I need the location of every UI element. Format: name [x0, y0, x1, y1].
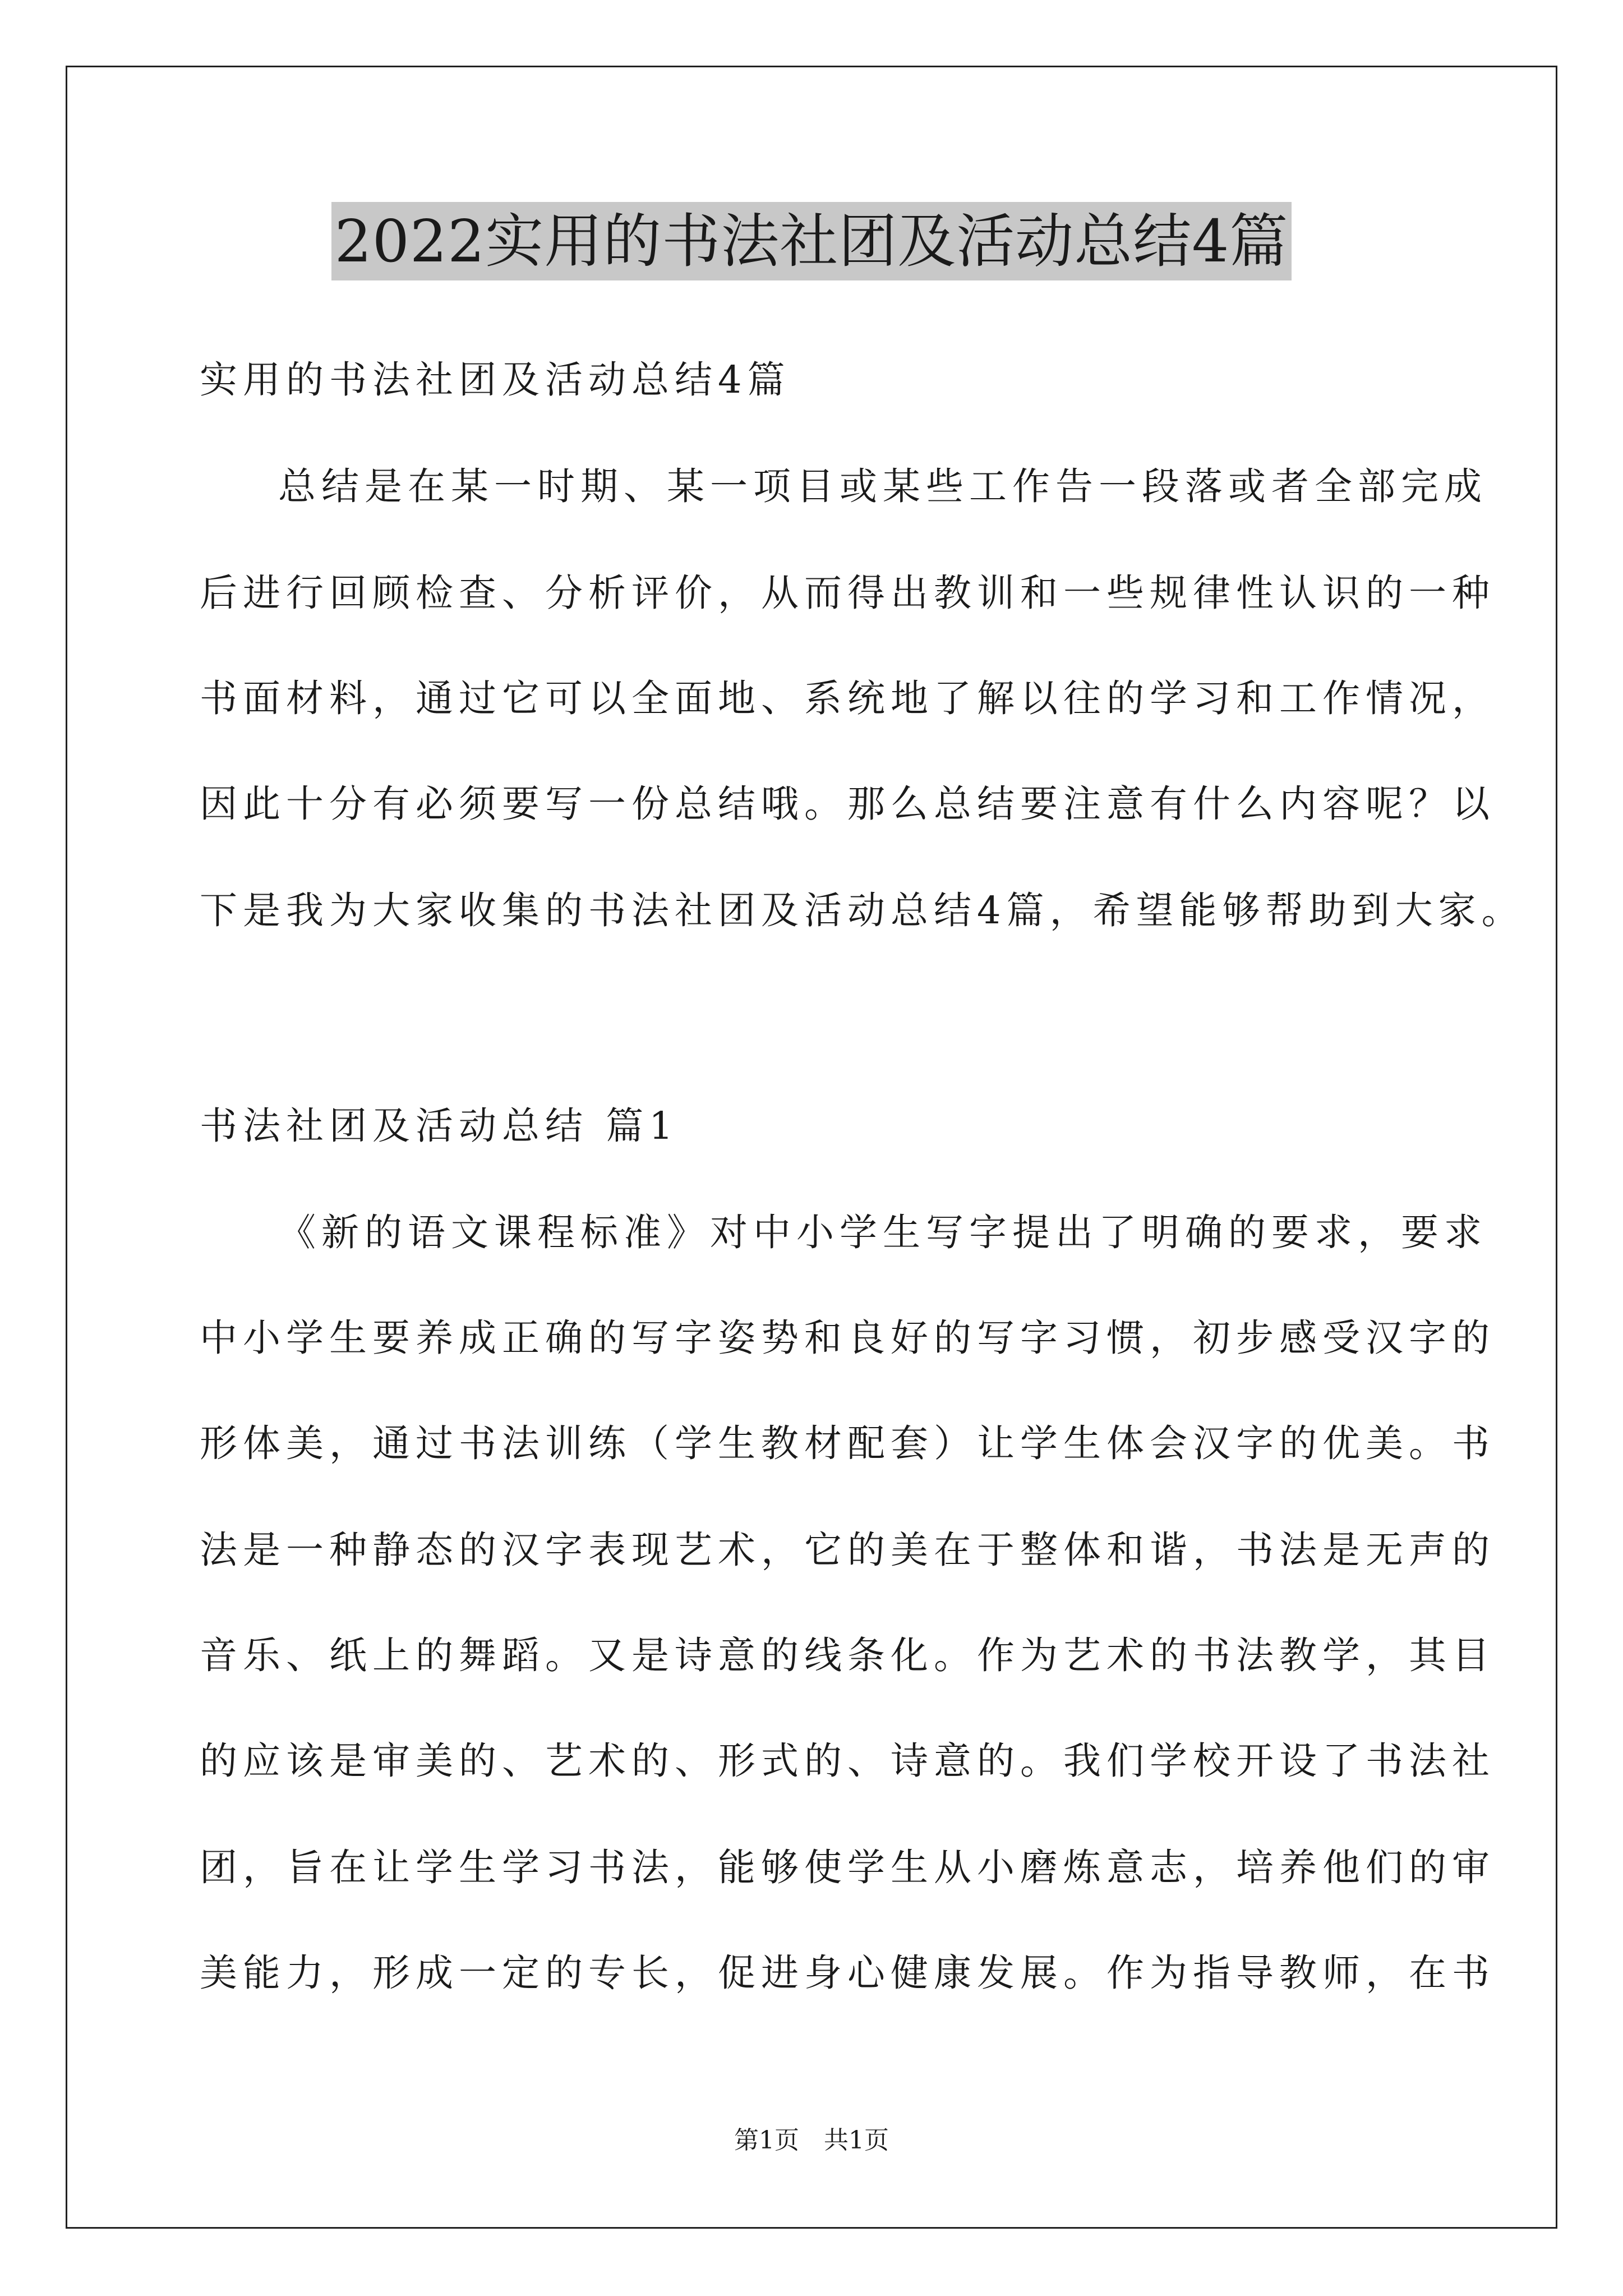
body-line: 美能力，形成一定的专长，促进身心健康发展。作为指导教师，在书 — [200, 1951, 1495, 1995]
body-line: 团，旨在让学生学习书法，能够使学生从小磨炼意志，培养他们的审 — [200, 1846, 1495, 1889]
body-line: 的应该是审美的、艺术的、形式的、诗意的。我们学校开设了书法社 — [200, 1739, 1495, 1783]
body-line: 形体美，通过书法训练（学生教材配套）让学生体会汉字的优美。书 — [200, 1421, 1495, 1465]
title-container — [0, 202, 1623, 280]
intro-line: 总结是在某一时期、某一项目或某些工作告一段落或者全部完成 — [278, 464, 1487, 508]
section-heading: 书法社团及活动总结 篇1 — [200, 1104, 679, 1148]
document-title: 2022实用的书法社团及活动总结4篇 — [331, 202, 1292, 280]
intro-line: 因此十分有必须要写一份总结哦。那么总结要注意有什么内容呢？以 — [200, 782, 1495, 826]
intro-line: 后进行回顾检查、分析评价，从而得出教训和一些规律性认识的一种 — [200, 571, 1495, 615]
intro-line: 下是我为大家收集的书法社团及活动总结4篇，希望能够帮助到大家。 — [200, 889, 1525, 932]
document-subtitle: 实用的书法社团及活动总结4篇 — [200, 358, 791, 402]
page-number: 第1页 共1页 — [734, 2126, 889, 2155]
body-line: 《新的语文课程标准》对中小学生写字提出了明确的要求，要求 — [278, 1211, 1487, 1254]
intro-line: 书面材料，通过它可以全面地、系统地了解以往的学习和工作情况， — [200, 677, 1495, 720]
body-line: 音乐、纸上的舞蹈。又是诗意的线条化。作为艺术的书法教学，其目 — [200, 1634, 1495, 1677]
body-line: 法是一种静态的汉字表现艺术，它的美在于整体和谐，书法是无声的 — [200, 1528, 1495, 1572]
body-line: 中小学生要养成正确的写字姿势和良好的写字习惯，初步感受汉字的 — [200, 1316, 1495, 1360]
